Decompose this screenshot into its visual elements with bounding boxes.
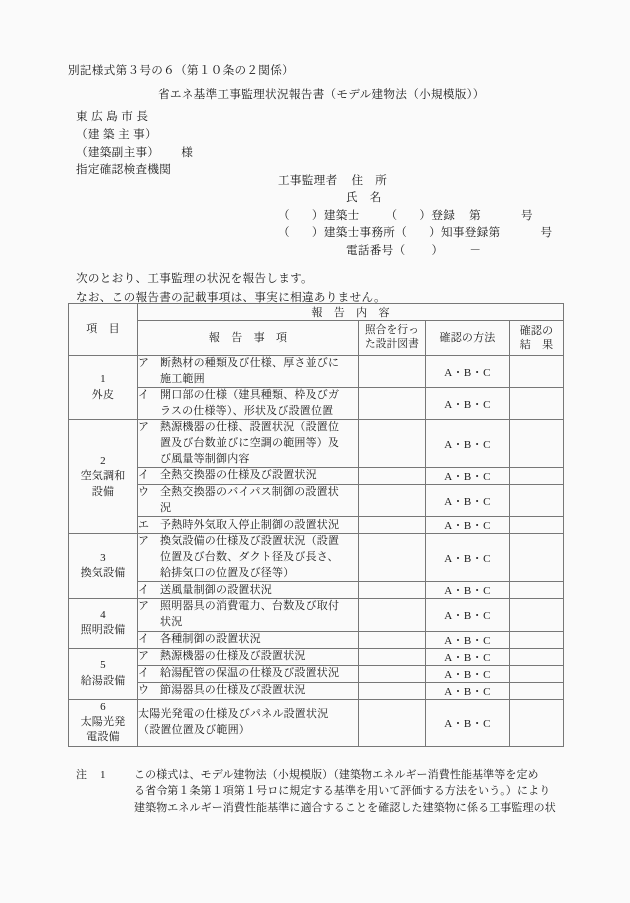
report-matter-text: 各種制御の設置状況 [160, 632, 261, 645]
confirmation-method-cell[interactable]: A・B・C [426, 665, 510, 682]
confirmation-result-input-cell[interactable] [510, 682, 564, 699]
section-name-line-1: 換気設備 [80, 567, 126, 580]
statement-line-1: 次のとおり、工事監理の状況を報告します。 [76, 272, 313, 285]
report-matter-cell [138, 582, 359, 599]
section-number: 4 [100, 609, 106, 622]
report-matter-marker: イ [138, 389, 150, 402]
confirmation-method-cell[interactable]: A・B・C [426, 388, 510, 420]
collated-drawings-input-cell[interactable] [359, 356, 426, 388]
report-matter-text: 全熱交換器のバイパス制御の設置状況 [160, 486, 339, 514]
confirmation-result-input-cell[interactable] [510, 665, 564, 682]
report-matter-text: 予熱時外気取入停止制御の設置状況 [160, 518, 340, 531]
addressee-honorific: 様 [181, 145, 194, 159]
section-name-line-1: 給湯設備 [80, 674, 126, 687]
report-matter-cell [138, 534, 359, 582]
report-matter-text: 給湯配管の保温の仕様及び設置状況 [160, 666, 340, 679]
registration-label: 登録 [431, 208, 456, 222]
governor-paren-open: （ [395, 226, 408, 240]
report-matter-marker: ア [138, 649, 150, 662]
telephone-paren-close: ） [431, 243, 444, 257]
column-header-collated-drawings [359, 321, 426, 356]
report-matter-marker: ア [138, 600, 150, 613]
collated-drawings-input-cell[interactable] [359, 699, 426, 746]
report-matter-marker: ア [138, 421, 150, 434]
table-header-row-sub [69, 321, 564, 356]
confirmation-method-cell[interactable]: A・B・C [426, 468, 510, 485]
confirmation-method-cell[interactable]: A・B・C [426, 517, 510, 534]
table-row [69, 420, 564, 468]
supervisor-address-label: 住 所 [351, 174, 388, 187]
confirmation-result-input-cell[interactable] [510, 534, 564, 582]
section-item-cell-1 [69, 356, 138, 420]
architect-paren-open: （ [278, 208, 290, 222]
collated-drawings-line-1: 照合を行っ [365, 325, 419, 337]
report-matter-text: 熱源機器の仕様、設置状況（設置位置及び台数並びに空調の範囲等）及び風量等制御内容 [160, 421, 340, 465]
section-name-line-1: 太陽光発 [80, 715, 126, 728]
table-row [69, 648, 564, 665]
report-matter-cell [138, 648, 359, 665]
report-matter-text: 照明器具の消費電力、台数及び取付状況 [160, 600, 340, 628]
report-matter-marker: ア [138, 357, 150, 369]
footnote-number: 1 [100, 769, 106, 781]
collated-drawings-input-cell[interactable] [359, 420, 426, 468]
collated-drawings-input-cell[interactable] [359, 517, 426, 534]
table-header-row-top [69, 304, 564, 321]
report-matter-text: 節湯器具の仕様及び設置状況 [160, 683, 306, 696]
footnote-line-1: この様式は、モデル建物法（小規模版）（建築物エネルギー消費性能基準等を定め [134, 769, 539, 781]
registration-paren-close: ） [419, 208, 432, 222]
supervisor-role-label: 工事監理者 [278, 174, 338, 187]
report-matter-marker: イ [138, 632, 150, 645]
telephone-row [278, 242, 578, 259]
report-matter-marker: ウ [138, 486, 150, 499]
report-matter-text: 開口部の仕様（建具種類、枠及びガラスの仕様等）、形状及び設置位置 [160, 389, 340, 417]
governor-paren-close: ） [429, 226, 441, 240]
footnotes-block [76, 767, 576, 816]
confirmation-result-input-cell[interactable] [510, 599, 564, 631]
statement-block [76, 270, 386, 308]
addressee-line-chief: （建 築 主 事） [76, 128, 157, 141]
report-matter-marker: ア [138, 535, 150, 548]
section-name-line-1: 照明設備 [80, 624, 126, 637]
collated-drawings-line-2: た設計図書 [365, 339, 419, 350]
column-header-confirmation-result [510, 321, 564, 356]
confirmation-method-cell[interactable]: A・B・C [426, 356, 510, 388]
report-matter-text: 太陽光発電の仕様及びパネル設置状況（設置位置及び範囲） [138, 708, 329, 736]
addressee-line-mayor: 東 広 島 市 長 [76, 110, 149, 124]
column-header-item: 項 目 [69, 304, 138, 356]
report-matter-marker: イ [138, 469, 150, 482]
confirmation-result-line-1: 確認の [519, 324, 554, 337]
report-matter-text: 送風量制御の設置状況 [160, 583, 272, 596]
registration-no-label: 第 [469, 208, 482, 222]
table-row [69, 388, 564, 420]
collated-drawings-input-cell[interactable] [359, 485, 426, 517]
report-matter-cell [138, 356, 359, 388]
table-row [69, 599, 564, 631]
governor-no-suffix: 号 [540, 226, 553, 240]
section-item-cell-2 [69, 420, 138, 534]
collated-drawings-input-cell[interactable] [359, 682, 426, 699]
section-item-cell-6 [69, 699, 138, 746]
report-matter-cell [138, 388, 359, 420]
table-row [69, 534, 564, 582]
section-name-line-1: 空気調和 [80, 470, 126, 483]
section-number: 5 [100, 659, 106, 672]
confirmation-method-cell[interactable]: A・B・C [426, 485, 510, 517]
document-header [68, 62, 568, 179]
architect-office-row [278, 224, 578, 241]
office-label: 建築士事務所 [323, 226, 396, 240]
collated-drawings-input-cell[interactable] [359, 648, 426, 665]
confirmation-result-line-2: 結 果 [519, 339, 554, 351]
footnote-line-3: 建築物エネルギー消費性能基準に適合することを確認した建築物に係る工事監理の状 [134, 801, 556, 814]
confirmation-result-input-cell[interactable] [510, 485, 564, 517]
confirmation-result-input-cell[interactable] [510, 388, 564, 420]
footnote-row-1 [76, 767, 576, 783]
report-matter-cell [138, 517, 359, 534]
report-matter-marker: エ [138, 518, 150, 531]
supervisor-name-label: 氏 名 [346, 191, 382, 205]
table-row [69, 665, 564, 682]
table-row [69, 485, 564, 517]
confirmation-result-input-cell[interactable] [510, 699, 564, 746]
table-row [69, 468, 564, 485]
report-matter-cell [138, 599, 359, 631]
report-matter-marker: イ [138, 583, 150, 596]
report-table [68, 303, 564, 747]
collated-drawings-input-cell[interactable] [359, 468, 426, 485]
registration-paren-open: （ [385, 208, 398, 222]
confirmation-result-input-cell[interactable] [510, 648, 564, 665]
form-number: 別記様式第３号の６（第１０条の２関係） [68, 64, 294, 77]
architect-registration-row [278, 207, 578, 224]
section-number: 6 [100, 700, 106, 713]
document-title: 省エネ基準工事監理状況報告書（モデル建物法（小規模版）） [158, 88, 485, 102]
confirmation-method-cell[interactable]: A・B・C [426, 631, 510, 648]
confirmation-result-input-cell[interactable] [510, 631, 564, 648]
telephone-label: 電話番号 [346, 243, 394, 257]
table-row [69, 582, 564, 599]
confirmation-result-input-cell[interactable] [510, 468, 564, 485]
section-name-line-2: 電設備 [86, 731, 120, 744]
confirmation-result-input-cell[interactable] [510, 356, 564, 388]
office-paren-close: ） [311, 226, 324, 240]
report-matter-cell [138, 631, 359, 648]
report-matter-cell [138, 485, 359, 517]
addressee-block [68, 108, 568, 178]
confirmation-method-cell[interactable]: A・B・C [426, 582, 510, 599]
column-header-report-content: 報 告 内 容 [138, 304, 564, 321]
section-item-cell-3 [69, 534, 138, 599]
confirmation-method-cell[interactable]: A・B・C [426, 699, 510, 746]
architect-label: 建築士 [323, 208, 360, 222]
section-number: 2 [100, 454, 106, 467]
office-paren-open: （ [278, 226, 290, 240]
table-row [69, 682, 564, 699]
architect-paren-close: ） [311, 208, 324, 222]
report-matter-text: 換気設備の仕様及び設置状況（設置位置及び台数、ダクト径及び長さ、給排気口の位置及び径等） [160, 535, 340, 579]
collated-drawings-input-cell[interactable] [359, 599, 426, 631]
collated-drawings-input-cell[interactable] [359, 582, 426, 599]
footnote-label: 注 [76, 769, 88, 781]
supervisor-signature-block [278, 172, 578, 259]
telephone-dash: － [469, 243, 482, 257]
table-row [69, 517, 564, 534]
section-number: 3 [100, 552, 106, 564]
footnote-line-2: る省令第１条第１項第１号ロに規定する基準を用いて評価する方法をいう。）により [134, 785, 551, 798]
table-row [69, 356, 564, 388]
report-matter-text: 熱源機器の仕様及び設置状況 [160, 649, 306, 662]
addressee-line-deputy [68, 144, 568, 162]
collated-drawings-input-cell[interactable] [359, 665, 426, 682]
section-name-line-2: 設備 [91, 485, 115, 498]
collated-drawings-input-cell[interactable] [359, 388, 426, 420]
collated-drawings-input-cell[interactable] [359, 631, 426, 648]
report-matter-text: 断熱材の種類及び仕様、厚さ並びに施工範囲 [160, 357, 340, 385]
section-item-cell-5 [69, 648, 138, 699]
collated-drawings-input-cell[interactable] [359, 534, 426, 582]
confirmation-method-cell[interactable]: A・B・C [426, 648, 510, 665]
confirmation-result-input-cell[interactable] [510, 517, 564, 534]
confirmation-result-input-cell[interactable] [510, 582, 564, 599]
section-item-cell-4 [69, 599, 138, 648]
section-name-line-1: 外皮 [91, 388, 115, 401]
table-row [69, 699, 564, 746]
report-matter-text: 全熱交換器の仕様及び設置状況 [160, 469, 317, 482]
confirmation-method-cell[interactable]: A・B・C [426, 599, 510, 631]
registration-no-suffix: 号 [521, 208, 533, 222]
report-matter-cell [138, 682, 359, 699]
addressee-deputy-text: （建築副主事） [76, 145, 160, 159]
report-matter-marker: イ [138, 666, 150, 679]
column-header-report-matter: 報 告 事 項 [138, 321, 359, 356]
governor-label: 知事登録第 [441, 226, 501, 240]
report-matter-cell [138, 468, 359, 485]
confirmation-method-cell[interactable]: A・B・C [426, 682, 510, 699]
report-matter-cell [138, 699, 359, 746]
report-matter-marker: ウ [138, 683, 150, 696]
confirmation-method-cell[interactable]: A・B・C [426, 420, 510, 468]
confirmation-result-input-cell[interactable] [510, 420, 564, 468]
report-matter-cell [138, 665, 359, 682]
addressee-line-agency: 指定確認検査機関 [76, 163, 172, 177]
supervisor-name-row [278, 189, 578, 206]
statement-line-2: なお、この報告書の記載事項は、事実に相違ありません。 [76, 290, 386, 304]
confirmation-method-cell[interactable]: A・B・C [426, 534, 510, 582]
supervisor-address-row [278, 172, 578, 189]
column-header-confirmation-method: 確認の方法 [426, 321, 510, 356]
table-row [69, 631, 564, 648]
section-number: 1 [100, 373, 106, 386]
report-matter-cell [138, 420, 359, 468]
telephone-paren-open: （ [393, 243, 406, 257]
